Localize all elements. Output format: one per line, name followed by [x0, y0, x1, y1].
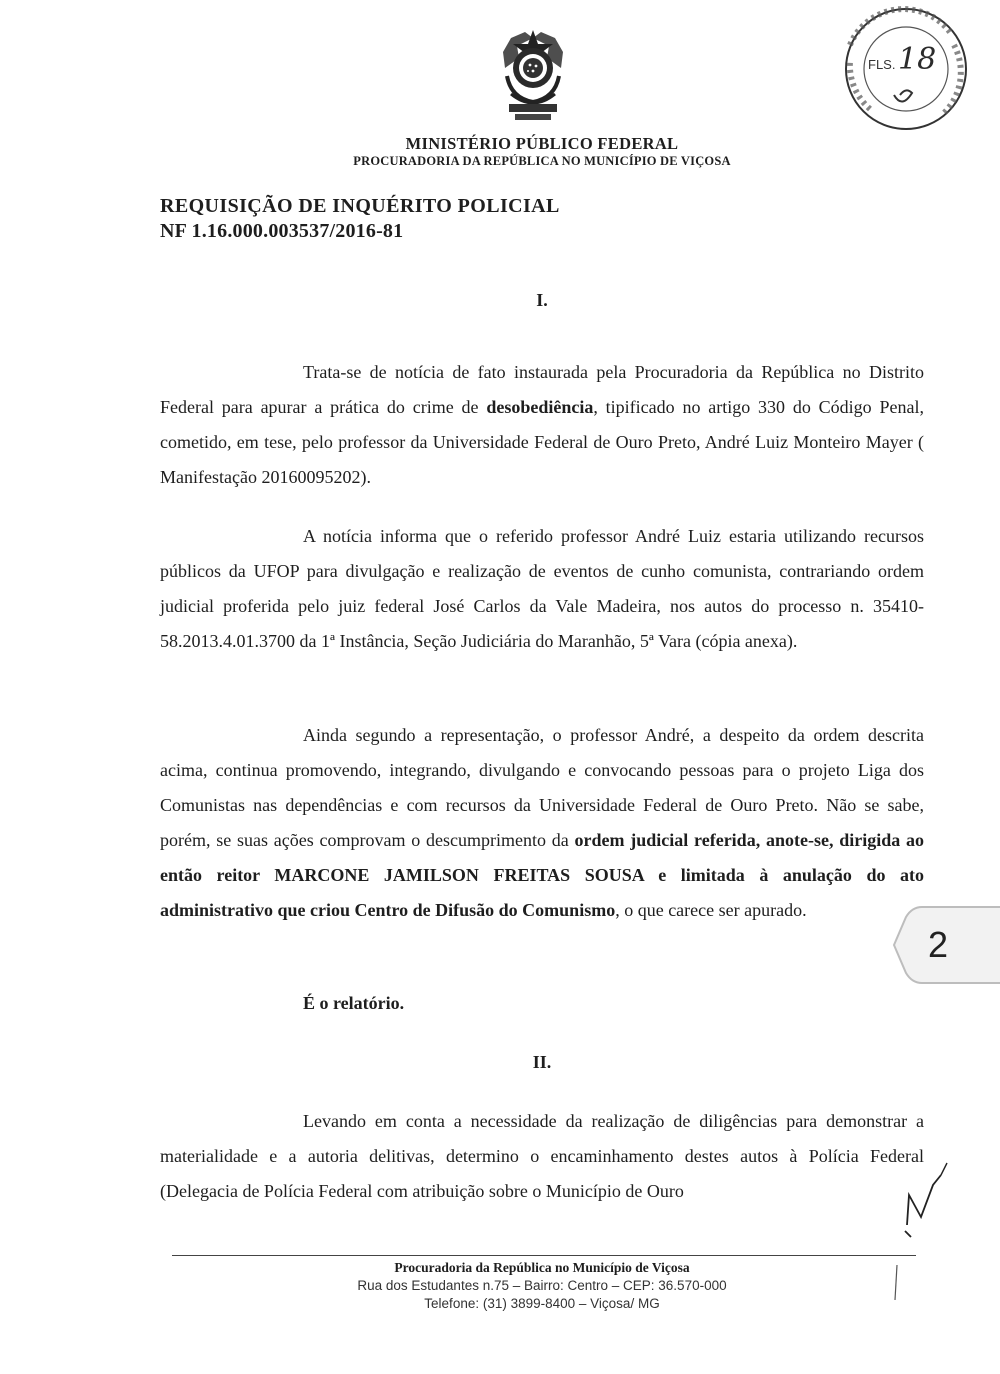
paragraph-3: [160, 718, 924, 928]
procuradoria-heading: PROCURADORIA DA REPÚBLICA NO MUNICÍPIO DE VIÇOSA: [353, 154, 731, 168]
footer-divider: [172, 1255, 916, 1256]
paragraph-1-text-a: Trata-se de notícia de fato instaurada pela Procuradoria da República no Distrito Federal para apurar a prática do crime de: [160, 362, 924, 417]
document-number: NF 1.16.000.003537/2016-81: [160, 220, 404, 242]
paragraph-5-text: Levando em conta a necessidade da realização de diligências para demonstrar a materialidade e a autoria delitivas, determino o encaminhamento destes autos à Polícia Federal (Delegacia de Polícia Federal com atribuição sobre o Município de Ouro: [160, 1111, 924, 1201]
footer-phone: Telefone: (31) 3899-8400 – Viçosa/ MG: [424, 1296, 660, 1311]
paragraph-1: [160, 355, 924, 495]
brazil-coat-of-arms-icon: [497, 28, 569, 124]
paragraph-1-text-c: , tipificado no artigo 330 do Código Penal, cometido, em tese, pelo professor da Universidade Federal de Ouro Preto, André Luiz Monteiro Mayer ( Manifestação 20160095202).: [160, 397, 924, 487]
document-title: REQUISIÇÃO DE INQUÉRITO POLICIAL: [160, 195, 560, 217]
ministry-heading: MINISTÉRIO PÚBLICO FEDERAL: [405, 134, 679, 153]
section-heading-1: I.: [536, 290, 548, 310]
page-badge-number: 2: [928, 924, 949, 965]
stamp-page-number: 18: [898, 42, 937, 77]
paragraph-3-text-c: , o que carece ser apurado.: [615, 900, 807, 920]
paragraph-2-text: A notícia informa que o referido professor André Luiz estaria utilizando recursos públicos da UFOP para divulgação e realização de eventos de cunho comunista, contrariando ordem judicial proferida pelo juiz federal José Carlos da Vale Madeira, nos autos do processo n. 35410-58.2013.4.01.3700 da 1ª Instância, Seção Judiciária do Maranhão, 5ª Vara (cópia anexa).: [160, 526, 924, 651]
paragraph-3-bold: ordem judicial referida, anote-se, dirigida ao então reitor MARCONE JAMILSON FREITAS SOUSA e limitada à anulação do ato administrativo que criou Centro de Difusão do Comunismo: [160, 830, 924, 920]
paragraph-5: [160, 1104, 924, 1209]
paragraph-3-text-a: Ainda segundo a representação, o professor André, a despeito da ordem descrita acima, continua promovendo, integrando, divulgando e convocando pessoas para o projeto Liga dos Comunistas nas dependências e com recursos da Universidade Federal de Ouro Preto. Não se sabe, porém, se suas ações comprovam o descumprimento da: [160, 725, 924, 850]
paragraph-2: [160, 519, 924, 659]
paragraph-1-bold: desobediência: [486, 397, 594, 417]
footer-address: Rua dos Estudantes n.75 – Bairro: Centro – CEP: 36.570-000: [357, 1278, 727, 1293]
stamp-label: FLS.: [868, 57, 896, 72]
footer-office-name: Procuradoria da República no Município de Viçosa: [394, 1260, 690, 1275]
section-heading-2: II.: [532, 1052, 552, 1072]
report-closing: É o relatório.: [303, 993, 405, 1013]
